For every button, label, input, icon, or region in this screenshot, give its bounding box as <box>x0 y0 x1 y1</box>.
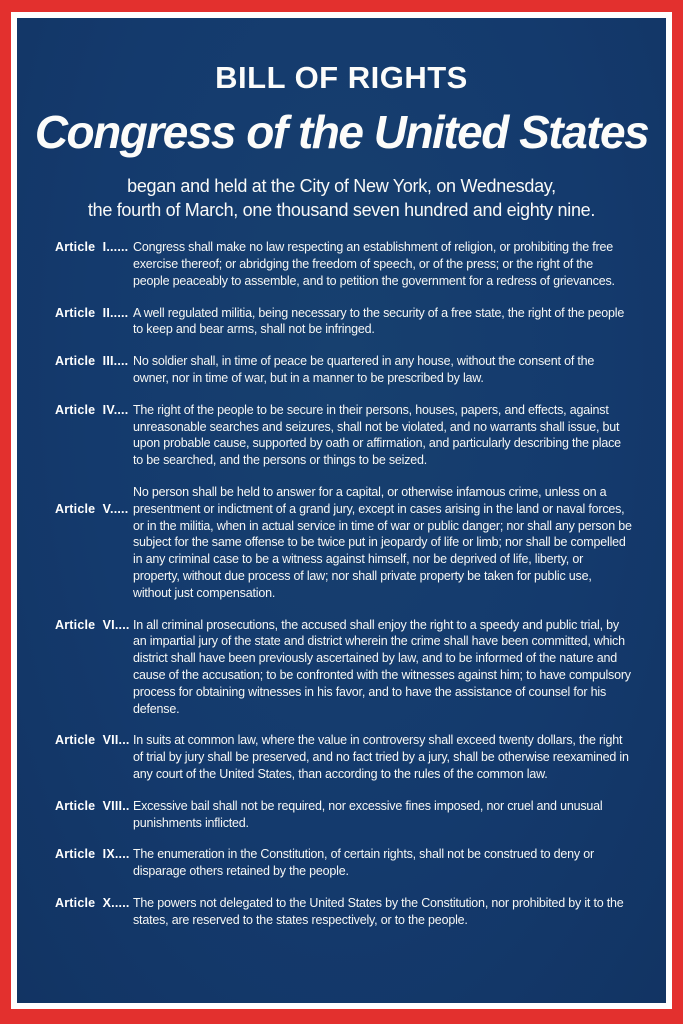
article-text-8: Excessive bail shall not be required, nor excessive fines imposed, nor cruel and unusual punishments inflicted. <box>133 798 603 830</box>
article-label-3: Article III.... <box>55 354 129 369</box>
article-label-10: Article X..... <box>55 896 130 910</box>
article-label-2: Article II..... <box>55 305 129 320</box>
article-text-2: A well regulated militia, being necessary to the security of a free state, the right of the people to keep and bear arms, shall not be infringed. <box>133 305 625 337</box>
article-row-2 <box>55 305 632 339</box>
article-label-1: Article I...... <box>55 240 129 255</box>
article-label-9: Article IX.... <box>55 847 130 862</box>
article-row-5 <box>55 484 632 602</box>
article-label-7: Article VII... <box>55 733 130 748</box>
article-text-5: No person shall be held to answer for a capital, or otherwise infamous crime, unless on a presentment or indictment of a grand jury, except in cases arising in the land or naval forces, or in the militia, when in actual service in time of war or public danger; nor shall any person be subject for the same offense to be twice put in jeopardy of life or limb; nor shall be compelled in any criminal case to be a witness against himself, nor be deprived of life, liberty, or property, without due process of law; nor shall private property be taken for public use, without just compensation. <box>133 485 632 600</box>
article-row-6 <box>55 617 632 718</box>
article-text-6: In all criminal prosecutions, the accused shall enjoy the right to a speedy and public trial, by an impartial jury of the state and district wherein the crime shall have been committed, which district shall have been previously ascertained by law, and to be informed of the nature and cause of the accusation; to be confronted with the witnesses against him; to have compulsory process for obtaining witnesses in his favor, and to have the assistance of counsel for his defense. <box>133 617 631 716</box>
article-label-5: Article V..... <box>55 502 129 517</box>
article-row-9 <box>55 846 632 880</box>
subtitle-line-1: began and held at the City of New York, on Wednesday, <box>127 176 556 197</box>
article-label-8: Article VIII.. <box>55 798 130 813</box>
article-row-3 <box>55 353 632 387</box>
article-text-10: The powers not delegated to the United States by the Constitution, nor prohibited by it to the states, are reserved to the states respectively, or to the people. <box>133 896 624 927</box>
article-row-8 <box>55 798 632 832</box>
article-row-1 <box>55 239 632 289</box>
poster-panel <box>11 12 672 1009</box>
poster-title: BILL OF RIGHTS <box>215 60 468 95</box>
article-row-7 <box>55 732 632 782</box>
article-text-4: The right of the people to be secure in their persons, houses, papers, and effects, against unreasonable searches and seizures, shall not be violated, and no warrants shall issue, but upon probable cause, supported by oath or affirmation, and particularly describing the place to be searched, and the persons or things to be seized. <box>133 402 621 468</box>
articles-list <box>55 239 632 928</box>
subtitle-line-2: the fourth of March, one thousand seven hundred and eighty nine. <box>87 200 596 221</box>
article-text-9: The enumeration in the Constitution, of certain rights, shall not be construed to deny or disparage others retained by the people. <box>133 847 594 879</box>
article-row-4 <box>55 402 632 469</box>
article-row-10 <box>55 895 632 929</box>
article-label-6: Article VI.... <box>55 617 130 632</box>
article-text-3: No soldier shall, in time of peace be quartered in any house, without the consent of the owner, nor in time of war, but in a manner to be prescribed by law. <box>133 354 595 386</box>
article-text-7: In suits at common law, where the value in controversy shall exceed twenty dollars, the right of trial by jury shall be preserved, and no fact tried by a jury, shall be otherwise reexamined in any court of the United States, than according to the rules of the common law. <box>133 733 629 782</box>
poster-heading: Congress of the United States <box>34 106 649 158</box>
article-label-4: Article IV.... <box>55 402 129 417</box>
article-text-1: Congress shall make no law respecting an establishment of religion, or prohibiting the free exercise thereof; or abridging the freedom of speech, or of the press; or the right of the people peaceably to assemble, and to petition the government for a redress of grievances. <box>133 240 615 288</box>
poster-subtitle <box>17 174 666 222</box>
